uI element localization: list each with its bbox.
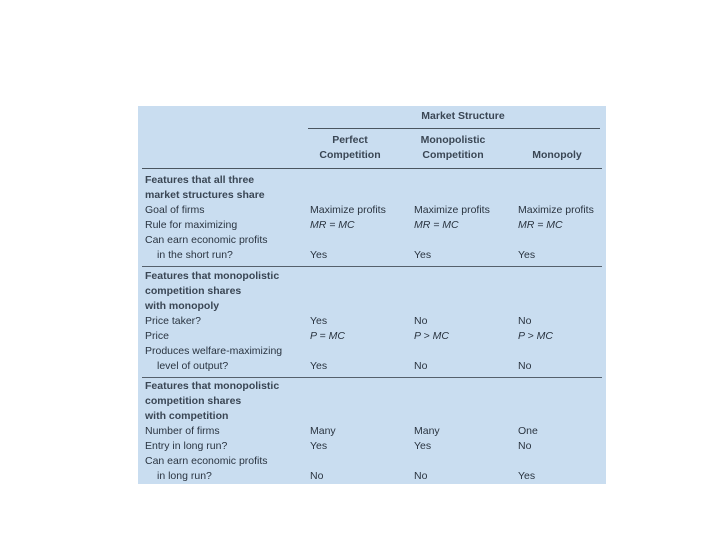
row-label: Can earn economic profits (145, 455, 268, 467)
section-heading-2-line3: with monopoly (145, 300, 220, 312)
cell-monopoly: Maximize profits (518, 204, 594, 216)
col-header-perfect-line1: Perfect (332, 134, 368, 146)
cell-perfect: P = MC (310, 330, 345, 342)
cell-perfect: Yes (310, 440, 328, 452)
col-header-monopoly: Monopoly (532, 149, 582, 161)
col-header-monopolistic-line1: Monopolistic (420, 134, 486, 146)
header-bottom-rule (142, 168, 602, 169)
section-heading-2-line1: Features that monopolistic (145, 270, 280, 282)
section-heading-1-line1: Features that all three (145, 174, 255, 186)
cell-monopolistic: Yes (414, 249, 432, 261)
section-divider (142, 266, 602, 267)
cell-monopoly: No (518, 315, 532, 327)
row-label: Produces welfare-maximizing (145, 345, 283, 357)
row-label: Rule for maximizing (145, 219, 238, 231)
header-rule (308, 128, 600, 129)
row-label: Can earn economic profits (145, 234, 268, 246)
section-heading-3-line3: with competition (145, 410, 229, 422)
cell-perfect: MR = MC (310, 219, 355, 231)
cell-monopolistic: Maximize profits (414, 204, 490, 216)
cell-monopoly: No (518, 440, 532, 452)
row-label-cont: in the short run? (157, 249, 233, 261)
market-structure-table (138, 106, 606, 484)
row-label: Price (145, 330, 169, 342)
cell-perfect: Many (310, 425, 336, 437)
row-label-cont: level of output? (157, 360, 229, 372)
cell-monopoly: P > MC (518, 330, 553, 342)
cell-perfect: Yes (310, 360, 328, 372)
cell-monopoly: MR = MC (518, 219, 563, 231)
cell-monopolistic: No (414, 360, 428, 372)
cell-monopoly: Yes (518, 249, 536, 261)
cell-perfect: Yes (310, 315, 328, 327)
section-heading-2-line2: competition shares (145, 285, 242, 297)
cell-monopoly: Yes (518, 470, 536, 482)
cell-monopoly: No (518, 360, 532, 372)
section-divider (142, 377, 602, 378)
cell-monopolistic: Many (414, 425, 440, 437)
section-heading-1-line2: market structures share (145, 189, 265, 201)
row-label: Number of firms (145, 425, 220, 437)
cell-monopolistic: MR = MC (414, 219, 459, 231)
cell-monopolistic: No (414, 315, 428, 327)
market-structure-heading: Market Structure (421, 110, 505, 122)
row-label: Entry in long run? (145, 440, 228, 452)
col-header-perfect-line2: Competition (319, 149, 381, 161)
cell-perfect: No (310, 470, 324, 482)
cell-monopolistic: No (414, 470, 428, 482)
cell-perfect: Maximize profits (310, 204, 386, 216)
row-label: Goal of firms (145, 204, 205, 216)
cell-monopoly: One (518, 425, 538, 437)
row-label: Price taker? (145, 315, 202, 327)
cell-monopolistic: Yes (414, 440, 432, 452)
cell-monopolistic: P > MC (414, 330, 449, 342)
section-heading-3-line1: Features that monopolistic (145, 380, 280, 392)
col-header-monopolistic-line2: Competition (422, 149, 484, 161)
section-heading-3-line2: competition shares (145, 395, 242, 407)
cell-perfect: Yes (310, 249, 328, 261)
row-label-cont: in long run? (157, 470, 212, 482)
